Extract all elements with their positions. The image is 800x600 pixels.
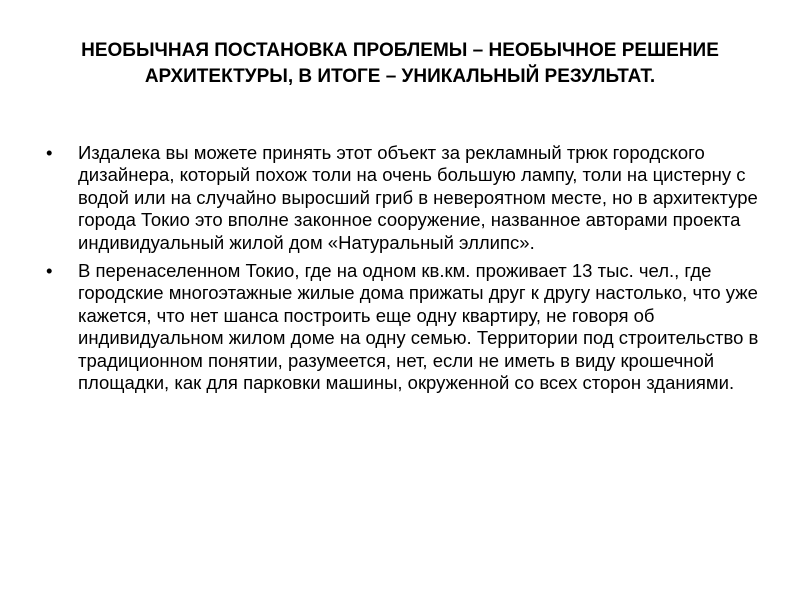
bullet-text: В перенаселенном Токио, где на одном кв.км. проживает 13 тыс. чел., где городские многоэтажные жилые дома прижаты друг к другу настолько, что уже кажется, что нет шанса построить еще одну квартиру, не говоря об индивидуальном жилом доме на одну семью. Территории под строительство в традиционном понятии, разумеется, нет, если не иметь в виду крошечной площадки, как для парковки машины, окруженной со всех сторон зданиями. [78,260,759,394]
slide-title: НЕОБЫЧНАЯ ПОСТАНОВКА ПРОБЛЕМЫ – НЕОБЫЧНОЕ РЕШЕНИЕ АРХИТЕКТУРЫ, В ИТОГЕ – УНИКАЛЬНЫЙ РЕЗУЛЬТАТ. [81,40,719,87]
bullet-icon: • [46,260,53,282]
bullet-item [40,142,760,254]
bullet-item [40,260,760,394]
bullet-list [40,142,760,400]
bullet-icon: • [46,142,53,163]
bullet-text: Издалека вы можете принять этот объект за рекламный трюк городского дизайнера, который похож толи на очень большую лампу, толи на цистерну с водой или на случайно выросший гриб в невероятном месте, но в архитектуре города Токио это вполне законное сооружение, названное авторами проекта индивидуальный жилой дом «Натуральный эллипс». [78,142,758,253]
